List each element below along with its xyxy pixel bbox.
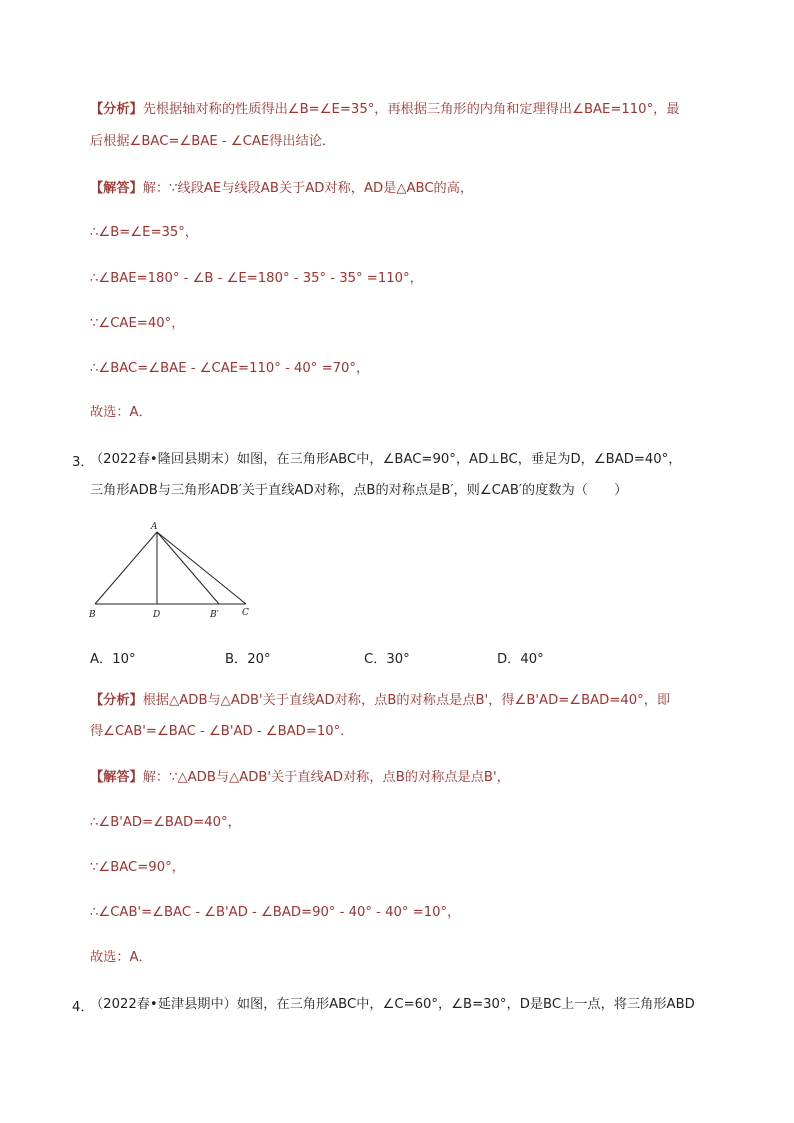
question-3-line-1: （2022春•隆回县期末）如图，在三角形ABC中，∠BAC=90°，AD⊥BC，垂足为D，∠BAD=40°， [90,452,682,467]
answer-tag: 【解答】 [90,181,143,196]
option-c: C．30° [364,652,410,667]
answer-text: 解：∵线段AE与线段AB关于AD对称，AD是△ABC的高， [142,181,474,196]
analysis-3-line-1 [90,692,670,710]
label-d: D [153,610,161,620]
analysis-3-line-2: 得∠CAB'=∠BAC - ∠B'AD - ∠BAD=10°． [90,724,354,739]
answer-text: 解：∵△ADB与△ADB'关于直线AD对称，点B的对称点是点B'， [142,770,510,785]
segment-ac [157,532,246,604]
question-3-number: 3． [72,455,94,470]
answer-3-line-3: ∵∠BAC=90°， [90,860,185,875]
answer-1-line-3: ∴∠BAE=180° - ∠B - ∠E=180° - 35° - 35° =110°， [90,271,423,286]
answer-1-choice: 故选：A． [90,405,152,420]
option-a: A．10° [90,652,136,667]
analysis-1-line-1 [90,101,680,119]
label-a: A [151,522,158,532]
answer-3-line-1 [90,769,510,787]
label-c: C [242,608,249,618]
segment-ab-prime [157,532,219,604]
triangle-figure [85,522,260,622]
answer-1-line-5: ∴∠BAC=∠BAE - ∠CAE=110° - 40° =70°， [90,361,370,376]
answer-1-line-4: ∵∠CAE=40°， [90,316,185,331]
analysis-text: 根据△ADB与△ADB'关于直线AD对称，点B的对称点是点B'，得∠B'AD=∠BAD=40°，即 [142,693,671,708]
analysis-tag: 【分析】 [90,102,143,117]
answer-1-line-2: ∴∠B=∠E=35°， [90,225,199,240]
question-4-line-1: （2022春•延津县期中）如图，在三角形ABC中，∠C=60°，∠B=30°，D是BC上一点，将三角形ABD [90,997,695,1012]
label-b: B [89,610,96,620]
answer-3-line-2: ∴∠B'AD=∠BAD=40°， [90,815,241,830]
analysis-tag: 【分析】 [90,693,143,708]
label-b-prime: B′ [210,610,219,620]
answer-3-line-4: ∴∠CAB'=∠BAC - ∠B'AD - ∠BAD=90° - 40° - 40° =10°， [90,905,461,920]
analysis-text: 先根据轴对称的性质得出∠B=∠E=35°，再根据三角形的内角和定理得出∠BAE=110°，最 [142,102,680,117]
question-3-line-2: 三角形ADB与三角形ADB′关于直线AD对称，点B的对称点是B′，则∠CAB′的度数为（ ） [90,483,628,498]
option-d: D．40° [497,652,544,667]
answer-1-line-1 [90,180,473,198]
option-b: B．20° [225,652,271,667]
analysis-1-line-2: 后根据∠BAC=∠BAE - ∠CAE得出结论． [90,134,336,149]
segment-ab [95,532,157,604]
answer-tag: 【解答】 [90,770,143,785]
answer-3-choice: 故选：A． [90,950,152,965]
question-4-number: 4． [72,1000,94,1015]
